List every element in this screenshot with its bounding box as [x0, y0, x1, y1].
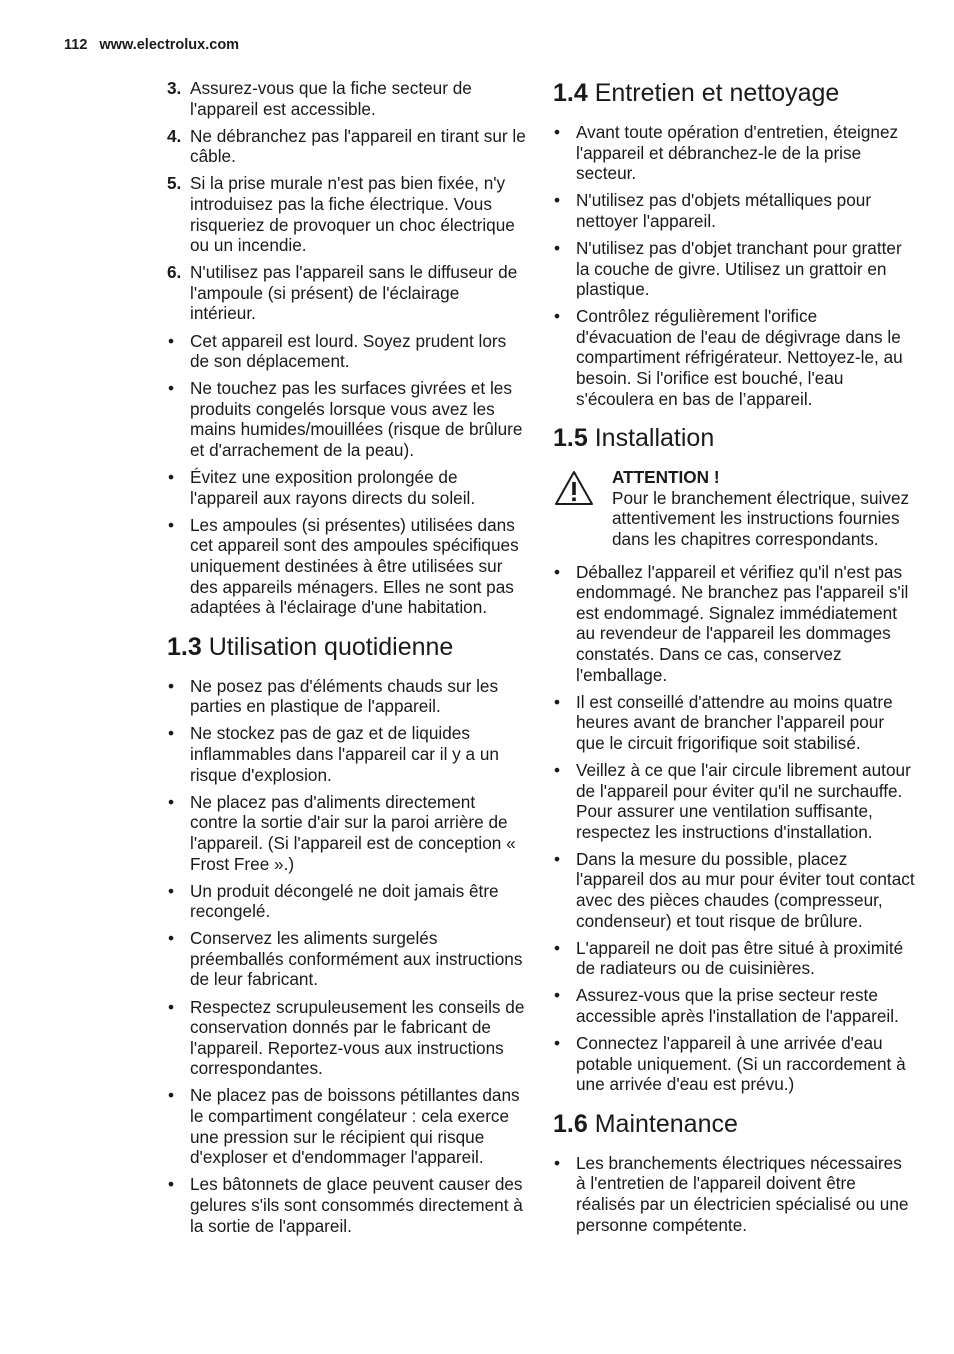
attention-text: Pour le branchement électrique, suivez attentivement les instructions fournies dans les chapitres correspondants.	[612, 487, 910, 549]
section-number: 1.6	[553, 1109, 588, 1138]
list-item	[167, 792, 527, 874]
item-number: 6.	[167, 262, 182, 283]
list-item	[167, 676, 527, 717]
bullet-icon: •	[554, 985, 561, 1006]
bullet-icon: •	[554, 190, 561, 211]
bullet-icon: •	[168, 514, 175, 535]
list-item	[167, 928, 527, 990]
list-item	[553, 1153, 915, 1235]
item-text: Contrôlez régulièrement l'orifice d'évacuation de l'eau de dégivrage dans le compartiment réfrigérateur. Nettoyez-le, au besoin. Si l'orifice est bouché, l'eau s'écoulera en bas de l’appareil.	[576, 306, 903, 409]
section-title-maintenance	[553, 1109, 915, 1139]
section-number: 1.5	[553, 424, 588, 453]
item-text: Ne posez pas d'éléments chauds sur les parties en plastique de l'appareil.	[190, 675, 499, 717]
bullet-icon: •	[168, 996, 175, 1017]
list-item	[167, 881, 527, 922]
section-title-text: Installation	[594, 424, 715, 453]
item-text: N'utilisez pas d'objet tranchant pour gratter la couche de givre. Utilisez un grattoir en plastique.	[576, 237, 902, 300]
list-item	[167, 467, 527, 508]
bullet-icon: •	[554, 237, 561, 258]
bullet-icon: •	[554, 122, 561, 142]
bullet-icon: •	[168, 378, 175, 399]
list-item	[167, 126, 527, 167]
bullet-icon: •	[168, 928, 175, 949]
bullet-icon: •	[554, 306, 561, 327]
item-text: Déballez l'appareil et vérifiez qu'il n'est pas endommagé. Ne branchez pas l'appareil s'il est endommagé. Signalez immédiatement au revendeur de l'appareil les dommages constatés. Dans ce cas, conservez l'emballage.	[576, 561, 909, 685]
item-text: Un produit décongelé ne doit jamais être recongelé.	[190, 880, 499, 922]
section-title-text: Utilisation quotidienne	[208, 632, 454, 661]
section-number: 1.3	[167, 632, 202, 661]
list-item	[167, 723, 527, 785]
page-header	[64, 37, 239, 53]
bullet-icon: •	[168, 723, 175, 744]
attention-notice	[553, 467, 915, 549]
list-item	[167, 331, 527, 372]
list-item	[167, 997, 527, 1079]
list-item	[167, 173, 527, 255]
item-number: 5.	[167, 173, 182, 194]
warning-triangle-icon	[553, 469, 595, 507]
list-item	[167, 515, 527, 618]
bullet-icon: •	[554, 848, 561, 869]
list-item	[553, 562, 915, 686]
list-item	[167, 262, 527, 324]
item-text: Connectez l'appareil à une arrivée d'eau potable uniquement. (Si un raccordement à une arrivée d'eau est prévu.)	[576, 1033, 906, 1095]
list-item	[553, 985, 915, 1026]
item-text: Ne placez pas de boissons pétillantes dans le compartiment congélateur : cela exerce une pression sur le récipient qui risque d'exploser et d'endommager l'appareil.	[190, 1085, 520, 1168]
bullet-icon: •	[168, 330, 175, 351]
list-item	[553, 238, 915, 300]
list-item	[553, 1033, 915, 1095]
bullet-icon: •	[554, 1152, 561, 1173]
item-number: 4.	[167, 125, 182, 146]
item-text: Ne débranchez pas l'appareil en tirant sur le câble.	[190, 125, 526, 167]
bullet-list	[167, 331, 527, 618]
item-text: Veillez à ce que l'air circule librement autour de l'appareil pour éviter qu'il ne surchauffe. Pour assurer une ventilation suffisante, respectez les instructions d'installation.	[576, 759, 911, 842]
section-title-text: Maintenance	[594, 1109, 738, 1138]
list-item	[553, 306, 915, 409]
right-column	[553, 78, 915, 1242]
section-title-entretien	[553, 78, 915, 108]
item-text: Ne stockez pas de gaz et de liquides inflammables dans l'appareil car il y a un risque d'explosion.	[190, 723, 499, 785]
bullet-icon: •	[554, 561, 561, 582]
list-item	[553, 122, 915, 184]
item-text: Les bâtonnets de glace peuvent causer des gelures s'ils sont consommés directement à la sortie de l'appareil.	[190, 1174, 523, 1236]
item-text: Il est conseillé d'attendre au moins quatre heures avant de brancher l'appareil pour que le circuit frigorifique soit stabilisé.	[576, 691, 893, 753]
numbered-list	[167, 78, 527, 324]
website-link[interactable]: www.electrolux.com	[99, 37, 240, 53]
section-title-utilisation	[167, 632, 527, 662]
list-item	[167, 378, 527, 460]
bullet-list-maintenance	[553, 1153, 915, 1235]
item-text: Assurez-vous que la fiche secteur de l'appareil est accessible.	[190, 78, 472, 119]
item-text: N'utilisez pas l'appareil sans le diffuseur de l'ampoule (si présent) de l'éclairage intérieur.	[190, 262, 518, 324]
bullet-icon: •	[554, 937, 561, 958]
item-text: Assurez-vous que la prise secteur reste accessible après l'installation de l'appareil.	[576, 985, 899, 1026]
bullet-icon: •	[554, 759, 561, 780]
attention-title: ATTENTION !	[612, 467, 720, 488]
item-text: Les branchements électriques nécessaires à l'entretien de l'appareil doivent être réalisés par un électricien spécialisé ou une personne compétente.	[576, 1152, 909, 1235]
bullet-list-utilisation	[167, 676, 527, 1236]
list-item	[167, 1085, 527, 1167]
section-title-text: Entretien et nettoyage	[594, 79, 840, 107]
item-text: Ne touchez pas les surfaces givrées et les produits congelés lorsque vous avez les mains humides/mouillées (risque de brûlure et d'arrachement de la peau).	[190, 378, 523, 460]
item-text: Les ampoules (si présentes) utilisées dans cet appareil sont des ampoules spécifiques uniquement destinées à être utilisées sur des appareils ménagers. Elles ne sont pas adaptées à l'éclairage d'une habitation.	[190, 514, 519, 618]
item-text: L'appareil ne doit pas être situé à proximité de radiateurs ou de cuisinières.	[576, 937, 904, 979]
section-title-installation	[553, 423, 915, 453]
item-text: Évitez une exposition prolongée de l'appareil aux rayons directs du soleil.	[190, 467, 476, 508]
item-text: N'utilisez pas d'objets métalliques pour nettoyer l'appareil.	[576, 190, 872, 231]
item-text: Cet appareil est lourd. Soyez prudent lors de son déplacement.	[190, 330, 507, 372]
bullet-icon: •	[168, 1174, 175, 1195]
item-text: Ne placez pas d'aliments directement contre la sortie d'air sur la paroi arrière de l'appareil. (Si l'appareil est de conception « Frost Free ».)	[190, 791, 516, 874]
item-text: Conservez les aliments surgelés préemballés conformément aux instructions de leur fabricant.	[190, 928, 523, 990]
item-number: 3.	[167, 78, 182, 98]
item-text: Avant toute opération d'entretien, éteignez l'appareil et débranchez-le de la prise secteur.	[576, 122, 899, 184]
list-item	[167, 78, 527, 119]
list-item	[553, 692, 915, 754]
bullet-icon: •	[554, 691, 561, 712]
bullet-icon: •	[168, 1085, 175, 1106]
bullet-list-entretien	[553, 122, 915, 409]
list-item	[553, 938, 915, 979]
item-text: Si la prise murale n'est pas bien fixée, n'y introduisez pas la fiche électrique. Vous risqueriez de provoquer un choc électrique ou un incendie.	[190, 173, 515, 256]
list-item	[167, 1174, 527, 1236]
list-item	[553, 760, 915, 842]
item-text: Dans la mesure du possible, placez l'appareil dos au mur pour éviter tout contact avec des pièces chaudes (compresseur, condenseur) et tout risque de brûlure.	[576, 848, 915, 931]
page-number: 112	[64, 37, 88, 53]
bullet-icon: •	[168, 467, 175, 488]
list-item	[553, 849, 915, 931]
item-text: Respectez scrupuleusement les conseils de conservation donnés par le fabricant de l'appareil. Reportez-vous aux instructions correspondantes.	[190, 996, 525, 1079]
bullet-icon: •	[168, 675, 175, 696]
bullet-icon: •	[554, 1033, 561, 1054]
bullet-icon: •	[168, 880, 175, 901]
section-number: 1.4	[553, 79, 588, 107]
bullet-list-installation	[553, 562, 915, 1095]
bullet-icon: •	[168, 791, 175, 812]
list-item	[553, 190, 915, 231]
left-column	[167, 78, 527, 1243]
